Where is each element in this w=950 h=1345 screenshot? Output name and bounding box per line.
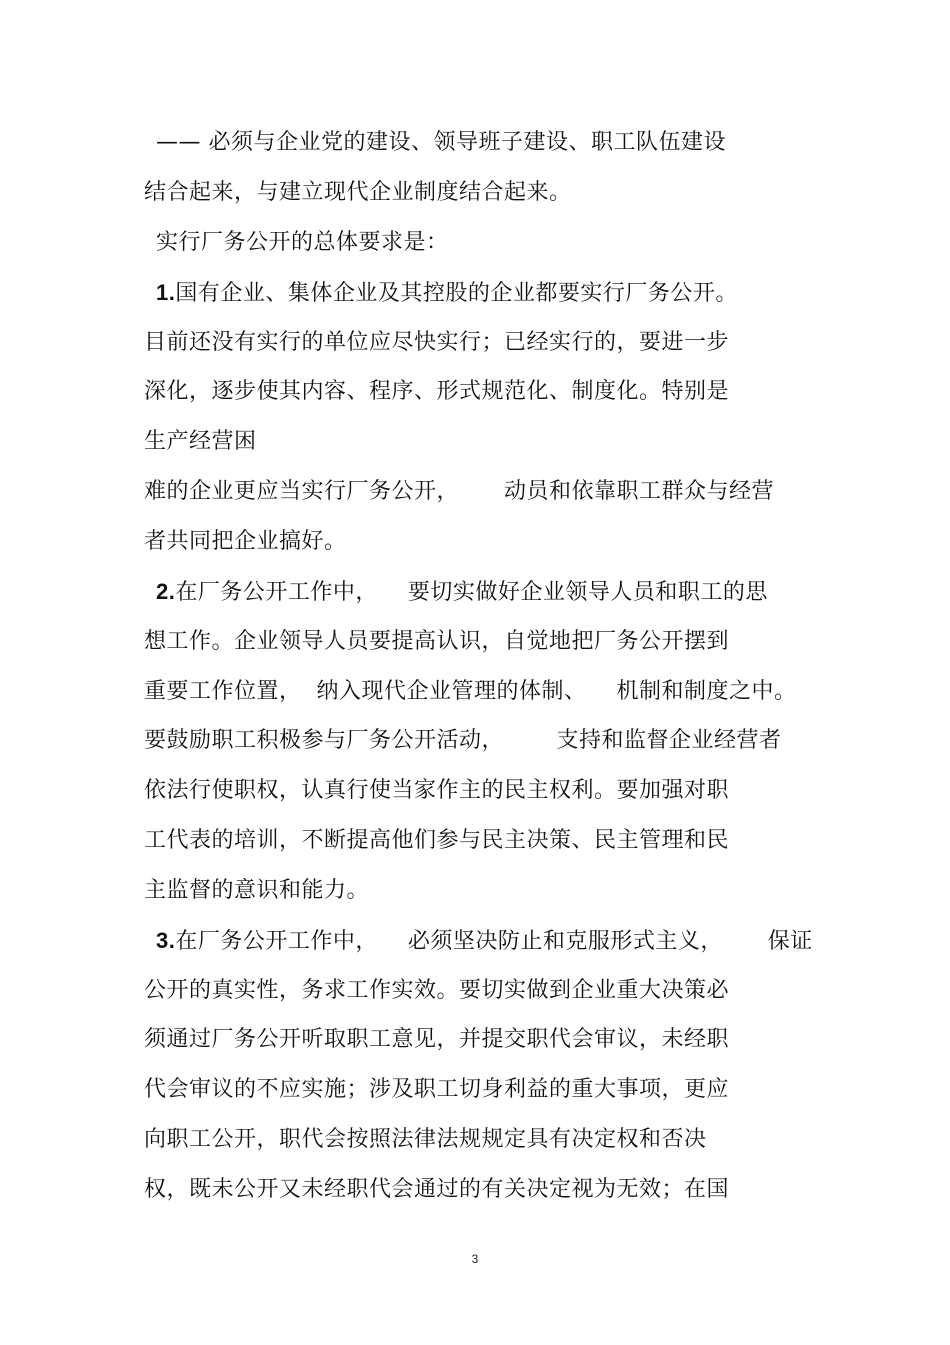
text-line: 在厂务公开工作中， 必须坚决防止和克服形式主义， 保证: [175, 929, 813, 954]
text-line: 工代表的培训，不断提高他们参与民主决策、民主管理和民: [144, 828, 730, 853]
numbered-item-2: [156, 577, 768, 608]
text-line: —— 必须与企业党的建设、领导班子建设、职工队伍建设: [156, 130, 726, 155]
item-number: 1.: [156, 280, 176, 305]
item-number: 3.: [156, 928, 176, 953]
text-line: 主监督的意识和能力。: [144, 878, 370, 903]
page-number: 3: [471, 1252, 479, 1266]
item-number: 2.: [156, 579, 176, 604]
text-line: 向职工公开，职代会按照法律法规规定具有决定权和否决: [144, 1127, 707, 1152]
text-line: 依法行使职权，认真行使当家作主的民主权利。要加强对职: [144, 778, 730, 803]
text-line: 结合起来，与建立现代企业制度结合起来。: [144, 180, 572, 205]
numbered-item-1: [156, 278, 738, 309]
text-line: 要鼓励职工积极参与厂务公开活动， 支持和监督企业经营者: [144, 728, 782, 753]
text-line: 权，既未公开又未经职代会通过的有关决定视为无效；在国: [144, 1177, 730, 1202]
text-line: 重要工作位置， 纳入现代企业管理的体制、 机制和制度之中。: [144, 679, 797, 704]
text-line: 实行厂务公开的总体要求是：: [156, 230, 449, 255]
text-line: 国有企业、集体企业及其控股的企业都要实行厂务公开。: [175, 281, 738, 306]
text-line: 生产经营困: [144, 429, 257, 454]
text-line: 代会审议的不应实施；涉及职工切身利益的重大事项，更应: [144, 1077, 730, 1102]
text-line: 目前还没有实行的单位应尽快实行；已经实行的，要进一步: [144, 330, 730, 355]
text-line: 者共同把企业搞好。: [144, 529, 347, 554]
text-line: 深化，逐步使其内容、程序、形式规范化、制度化。特别是: [144, 379, 730, 404]
text-line: 公开的真实性，务求工作实效。要切实做到企业重大决策必: [144, 978, 730, 1003]
text-line: 在厂务公开工作中， 要切实做好企业领导人员和职工的思: [175, 580, 768, 605]
text-line: 难的企业更应当实行厂务公开， 动员和依靠职工群众与经营: [144, 479, 774, 504]
text-line: 须通过厂务公开听取职工意见，并提交职代会审议，未经职: [144, 1027, 730, 1052]
numbered-item-3: [156, 926, 813, 957]
text-line: 想工作。企业领导人员要提高认识，自觉地把厂务公开摆到: [144, 629, 730, 654]
